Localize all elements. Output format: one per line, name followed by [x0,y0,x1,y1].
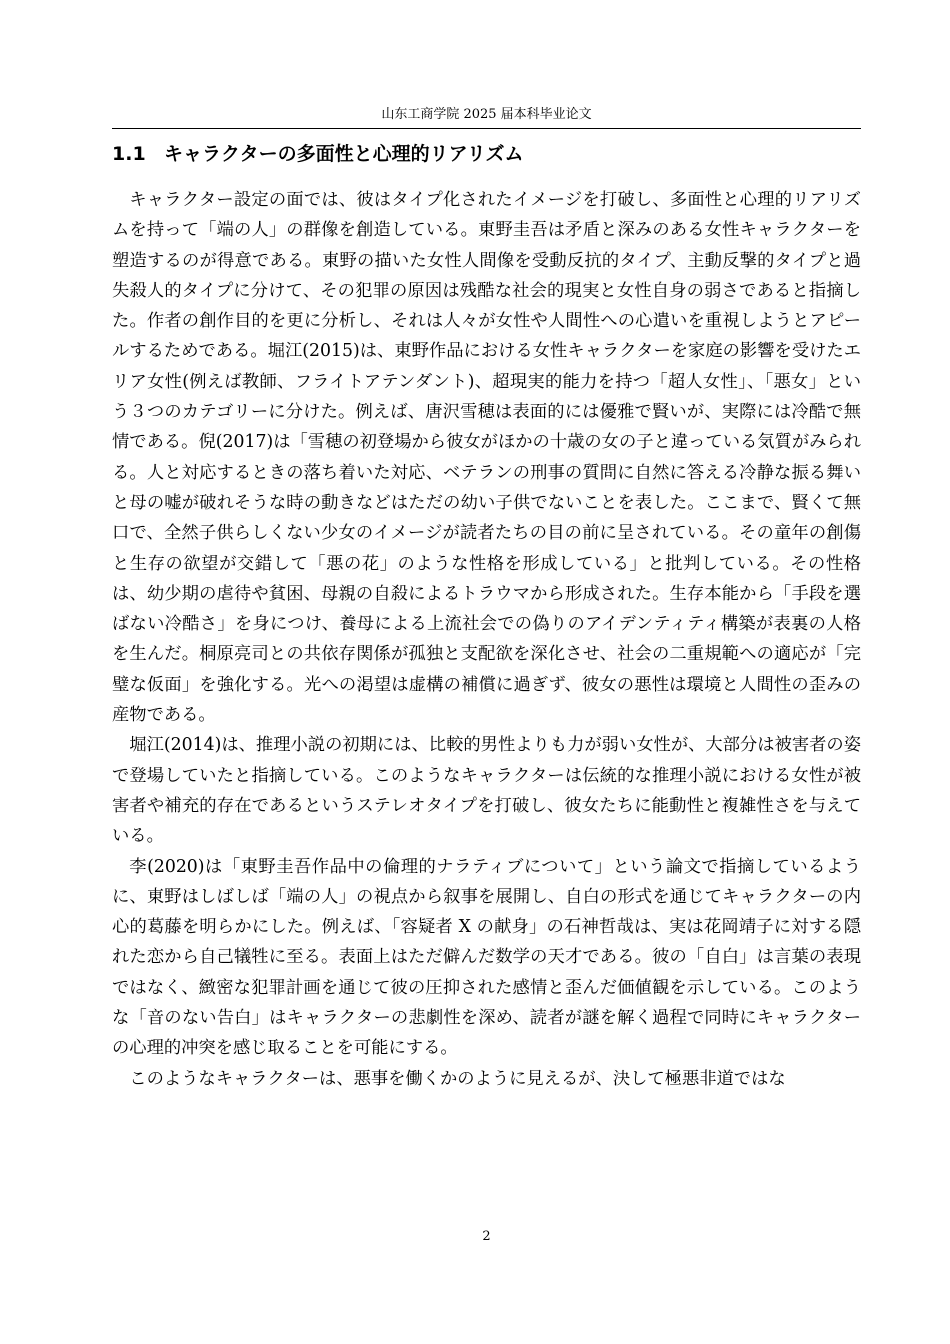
paragraph-horie-2014: 堀江(2014)は、推理小説の初期には、比較的男性よりも力が弱い女性が、大部分は被害者の姿で登場していたと指摘している。このようなキャラクターは伝統的な推理小説における女性が被害者や補充的存在であるというステレオタイプを打破し、彼女たちに能動性と複雑性さを与えている。 [112,735,861,847]
section-number: 1.1 [112,143,146,165]
section-heading [112,140,861,168]
page-number: 2 [482,1229,491,1244]
paragraph-continuation: このようなキャラクターは、悪事を働くかのように見えるが、決して極悪非道ではな [129,1068,786,1089]
paragraph-character-setting: キャラクター設定の面では、彼はタイプ化されたイメージを打破し、多面性と心理的リアリズムを持って「端の人」の群像を創造している。東野圭吾は矛盾と深みのある女性キャラクターを塑造するのが得意である。東野の描いた女性人間像を受動反抗的タイプ、主動反撃的タイプと過失殺人的タイプに分けて、その犯罪の原因は残酷な社会的現実と女性自身の弱さであると指摘した。作者の創作目的を更に分析し、それは人々が女性や人間性への心遣いを重視しようとアピールするためである。堀江(2015)は、東野作品における女性キャラクターを家庭の影響を受けたエリア女性(例えば教師、フライトアテンダント)、超現実的能力を持つ「超人女性」、「悪女」という３つのカテゴリーに分けた。例えば、唐沢雪穂は表面的には優雅で賢いが、実際には冷酷で無情である。倪(2017)は「雪穂の初登場から彼女がほかの十歳の女の子と違っている気質がみられる。人と対応するときの落ち着いた対応、ベテランの刑事の質問に自然に答える冷静な振る舞いと母の嘘が破れそうな時の動きなどはただの幼い子供でないことを表した。ここまで、賢くて無口で、全然子供らしくない少女のイメージが読者たちの目の前に呈されている。その童年の創傷と生存の欲望が交錯して「悪の花」のような性格を形成している」と批判している。その性格は、幼少期の虐待や貧困、母親の自殺によるトラウマから形成された。生存本能から「手段を選ばない冷酷さ」を身につけ、養母による上流社会での偽りのアイデンティティ構築が表裏の人格を生んだ。桐原亮司との共依存関係が孤独と支配欲を深化させ、社会の二重規範への適応が「完璧な仮面」を強化する。光への渇望は虚構の補償に過ぎず、彼女の悪性は環境と人間性の歪みの産物である。 [112,190,861,726]
running-header: 山东工商学院 2025 届本科毕业论文 [381,107,592,122]
header-rule [112,128,861,129]
section-title: キャラクターの多面性と心理的リアリズム [164,143,524,165]
body-text [112,185,861,1094]
paragraph-li-2020: 李(2020)は「東野圭吾作品中の倫理的ナラティブについて」という論文で指摘しているように、東野はしばしば「端の人」の視点から叙事を展開し、自白の形式を通じてキャラクターの内心的葛藤を明らかにした。例えば、「容疑者 X の献身」の石神哲哉は、実は花岡靖子に対する隠れた恋から自己犠牲に至る。表面上はただ僻んだ数学の天才である。彼の「自白」は言葉の表現ではなく、緻密な犯罪計画を通じて彼の圧抑された感情と歪んだ価値観を示している。このような「音のない告白」はキャラクターの悲劇性を深め、読者が謎を解く過程で同時にキャラクターの心理的冲突を感じ取ることを可能にする。 [112,856,861,1059]
